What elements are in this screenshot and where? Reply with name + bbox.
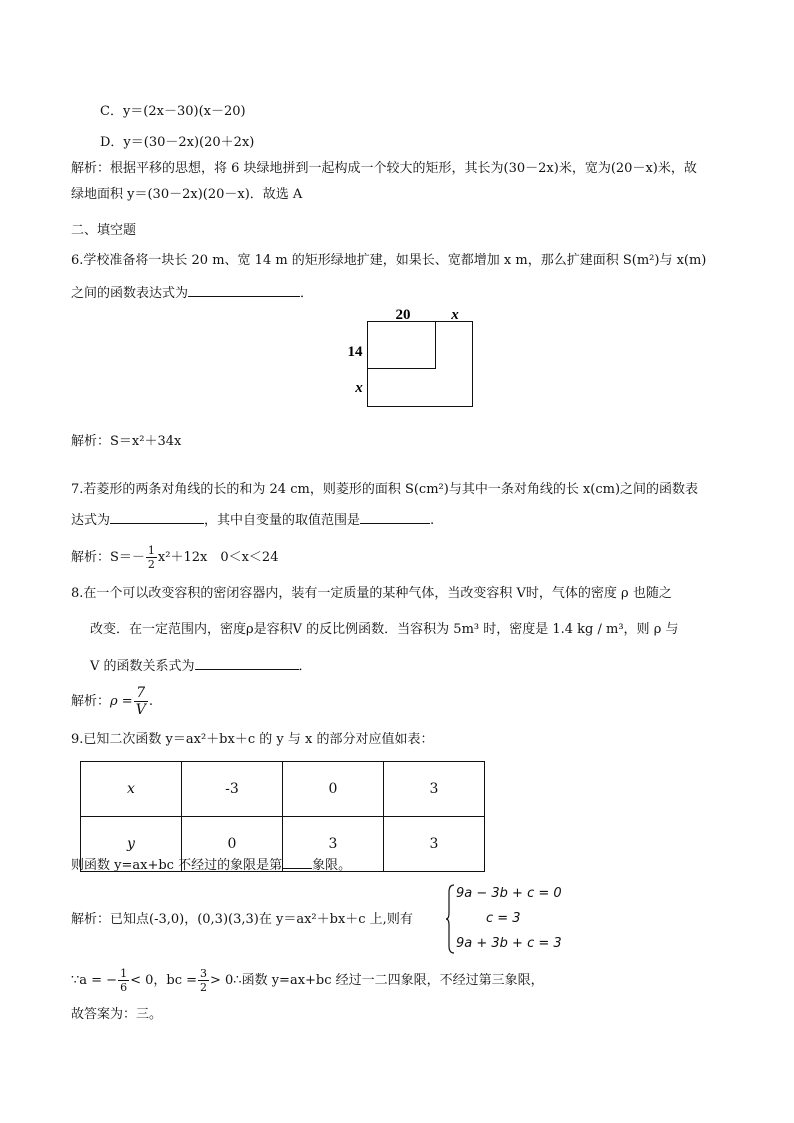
q7-fraction	[146, 544, 157, 571]
label-20: 20	[395, 307, 411, 323]
table-cell: 0	[182, 817, 283, 872]
q8-rho: ρ =	[110, 694, 133, 709]
q8-answer-prefix: 解析：	[71, 694, 111, 709]
q8-answer-end: .	[148, 694, 153, 709]
q9-line2-a: ∵a = −	[71, 973, 118, 988]
q5-analysis-line1: 解析：根据平移的思想，将 6 块绿地拼到一起构成一个较大的矩形，其长为(30－2x)米，宽为(20－x)米，故	[71, 161, 697, 176]
option-c: C．y＝(2x－30)(x－20)	[100, 104, 246, 119]
q8-answer-blank	[195, 657, 299, 670]
q8-fraction	[134, 685, 148, 718]
q9-conclusion: 故答案为：三。	[71, 1007, 163, 1022]
q9-line2-c: > 0∴函数 y=ax+bc 经过一二四象限，不经过第三象限，	[210, 973, 544, 988]
q7-line2-end: .	[430, 513, 435, 528]
q7-answer	[71, 544, 278, 572]
section-title: 二、填空题	[71, 223, 137, 238]
q6-rectangle-figure	[340, 304, 480, 410]
q8-answer	[71, 684, 153, 720]
q9-line2-b: < 0，bc =	[130, 973, 198, 988]
option-d: D．y＝(30－2x)(20＋2x)	[100, 135, 255, 150]
q7-line2-b: ，其中自变量的取值范围是	[204, 513, 361, 528]
q7-frac-den: 2	[147, 558, 155, 571]
q8-frac-den: V	[135, 702, 146, 718]
label-x-top: x	[451, 307, 459, 323]
table-cell: 3	[384, 762, 485, 817]
equation-system-brace	[446, 884, 455, 954]
q7-line2-a: 达式为	[71, 513, 111, 528]
q7-blank-range	[360, 511, 430, 524]
q9-fraction-1	[118, 967, 129, 994]
equation-2: c = 3	[486, 911, 521, 926]
table-cell: 3	[384, 817, 485, 872]
q5-analysis-line2: 绿地面积 y＝(30－2x)(20－x)．故选 A	[71, 187, 303, 202]
q9-fraction-2	[198, 967, 209, 994]
q9-line1: 9.已知二次函数 y＝ax²＋bx＋c 的 y 与 x 的部分对应值如表：	[71, 732, 434, 747]
equation-3: 9a + 3b + c = 3	[456, 936, 562, 951]
q8-frac-num: 7	[134, 685, 148, 702]
label-x-left: x	[355, 380, 363, 396]
table-cell: x	[81, 762, 182, 817]
q9-frac2-num: 3	[200, 967, 208, 980]
table-row	[81, 762, 485, 817]
inner-rectangle	[368, 322, 436, 369]
q9-answer-blank	[282, 856, 312, 869]
q9-frac1-num: 1	[120, 967, 128, 980]
q8-line3-end: ．	[298, 659, 312, 674]
q9-frac2-den: 2	[200, 981, 208, 994]
label-14: 14	[347, 344, 363, 360]
q8-line1: 8.在一个可以改变容积的密闭容器内，装有一定质量的某种气体，当改变容积 V时，气体的密度 ρ 也随之	[71, 586, 672, 601]
q7-line2	[71, 511, 434, 530]
table-cell: 0	[283, 762, 384, 817]
q6-line2-text: 之间的函数表达式为	[71, 286, 189, 301]
q8-line3	[90, 657, 312, 676]
q7-answer-prefix: 解析：S＝－	[71, 550, 145, 565]
q8-line3-text: V 的函数关系式为	[90, 659, 195, 674]
q7-blank-expression	[110, 511, 204, 524]
q6-answer: 解析：S＝x²＋34x	[71, 434, 182, 449]
q9-question	[71, 856, 351, 875]
q6-answer-blank	[188, 284, 300, 297]
q9-question-end: 象限。	[312, 858, 352, 873]
table-cell: 3	[283, 817, 384, 872]
equation-1: 9a − 3b + c = 0	[456, 886, 562, 901]
q9-question-text: 则函数 y=ax+bc 不经过的象限是第	[71, 858, 283, 873]
q7-line1: 7.若菱形的两条对角线的长的和为 24 cm，则菱形的面积 S(cm²)与其中一条对角线的长 x(cm)之间的函数表	[71, 482, 699, 497]
q7-frac-num: 1	[147, 544, 155, 557]
q8-line2: 改变．在一定范围内，密度ρ是容积V 的反比例函数．当容积为 5m³ 时，密度是 1.4 kg / m³，则 ρ 与	[90, 622, 679, 637]
q6-line1: 6.学校准备将一块长 20 m、宽 14 m 的矩形绿地扩建，如果长、宽都增加 x m，那么扩建面积 S(m²)与 x(m)	[71, 253, 707, 268]
table-cell: y	[81, 817, 182, 872]
q9-analysis-line1: 解析：已知点(-3,0)，(0,3)(3,3)在 y＝ax²＋bx＋c 上,则有	[71, 912, 413, 927]
table-cell: -3	[182, 762, 283, 817]
outer-rectangle	[368, 322, 473, 407]
q6-line2-end: ．	[300, 286, 314, 301]
q6-line2	[71, 284, 313, 303]
q9-analysis-line2	[71, 964, 544, 998]
q9-frac1-den: 6	[120, 981, 128, 994]
q7-answer-suffix: x²＋12x 0＜x＜24	[157, 550, 279, 565]
